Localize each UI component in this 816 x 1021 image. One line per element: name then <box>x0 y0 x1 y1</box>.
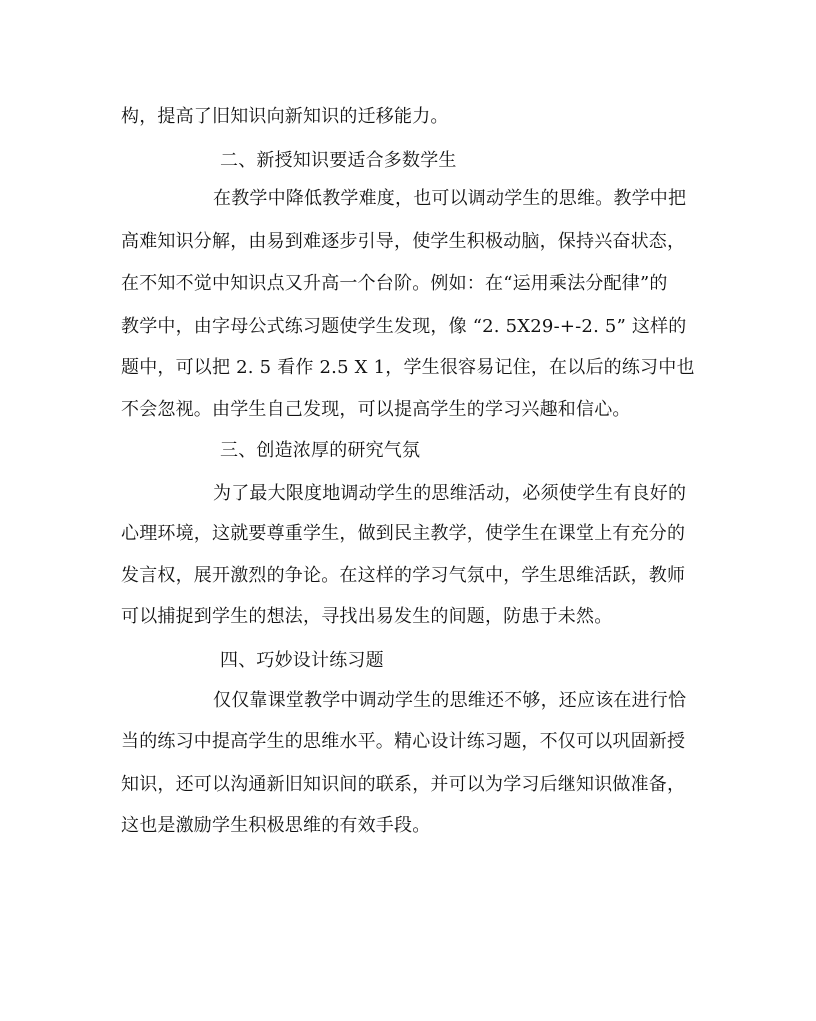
section-heading-3: 三、创造浓厚的研究气氛 <box>220 440 421 461</box>
paragraph-line: 为了最大限度地调动学生的思维活动，必须使学生有良好的 <box>213 483 687 504</box>
paragraph-line: 可以捕捉到学生的想法，寻找出易发生的间题，防患于未然。 <box>121 606 613 627</box>
paragraph-line: 教学中，由字母公式练习题使学生发现，像 “2. 5X29-+-2. 5” 这样的 <box>121 316 687 337</box>
paragraph-line: 在不知不觉中知识点又升高一个台阶。例如：在“运用乘法分配律”的 <box>121 273 668 294</box>
section-heading-4: 四、巧妙设计练习题 <box>220 650 384 671</box>
paragraph-line: 高难知识分解，由易到难逐步引导，使学生积极动脑，保持兴奋状态， <box>121 231 686 252</box>
paragraph-line: 构，提高了旧知识向新知识的迁移能力。 <box>121 106 449 127</box>
paragraph-line: 仅仅靠课堂教学中调动学生的思维还不够，还应该在进行恰 <box>213 690 687 711</box>
paragraph-line: 发言权，展开激烈的争论。在这样的学习气氛中，学生思维活跃，教师 <box>121 565 686 586</box>
paragraph-line: 知识，还可以沟通新旧知识间的联系，并可以为学习后继知识做准备， <box>121 774 686 795</box>
paragraph-line: 在教学中降低教学难度，也可以调动学生的思维。教学中把 <box>213 188 687 209</box>
paragraph-line: 这也是激励学生积极思维的有效手段。 <box>121 815 431 836</box>
paragraph-line: 题中，可以把 2. 5 看作 2.5 X 1，学生很容易记住，在以后的练习中也 <box>121 357 695 378</box>
paragraph-line: 心理环境，这就要尊重学生，做到民主教学，使学生在课堂上有充分的 <box>121 523 686 544</box>
section-heading-2: 二、新授知识要适合多数学生 <box>220 150 457 171</box>
paragraph-line: 当的练习中提高学生的思维水平。精心设计练习题，不仅可以巩固新授 <box>121 731 686 752</box>
paragraph-line: 不会忽视。由学生自己发现，可以提高学生的学习兴趣和信心。 <box>121 399 631 420</box>
